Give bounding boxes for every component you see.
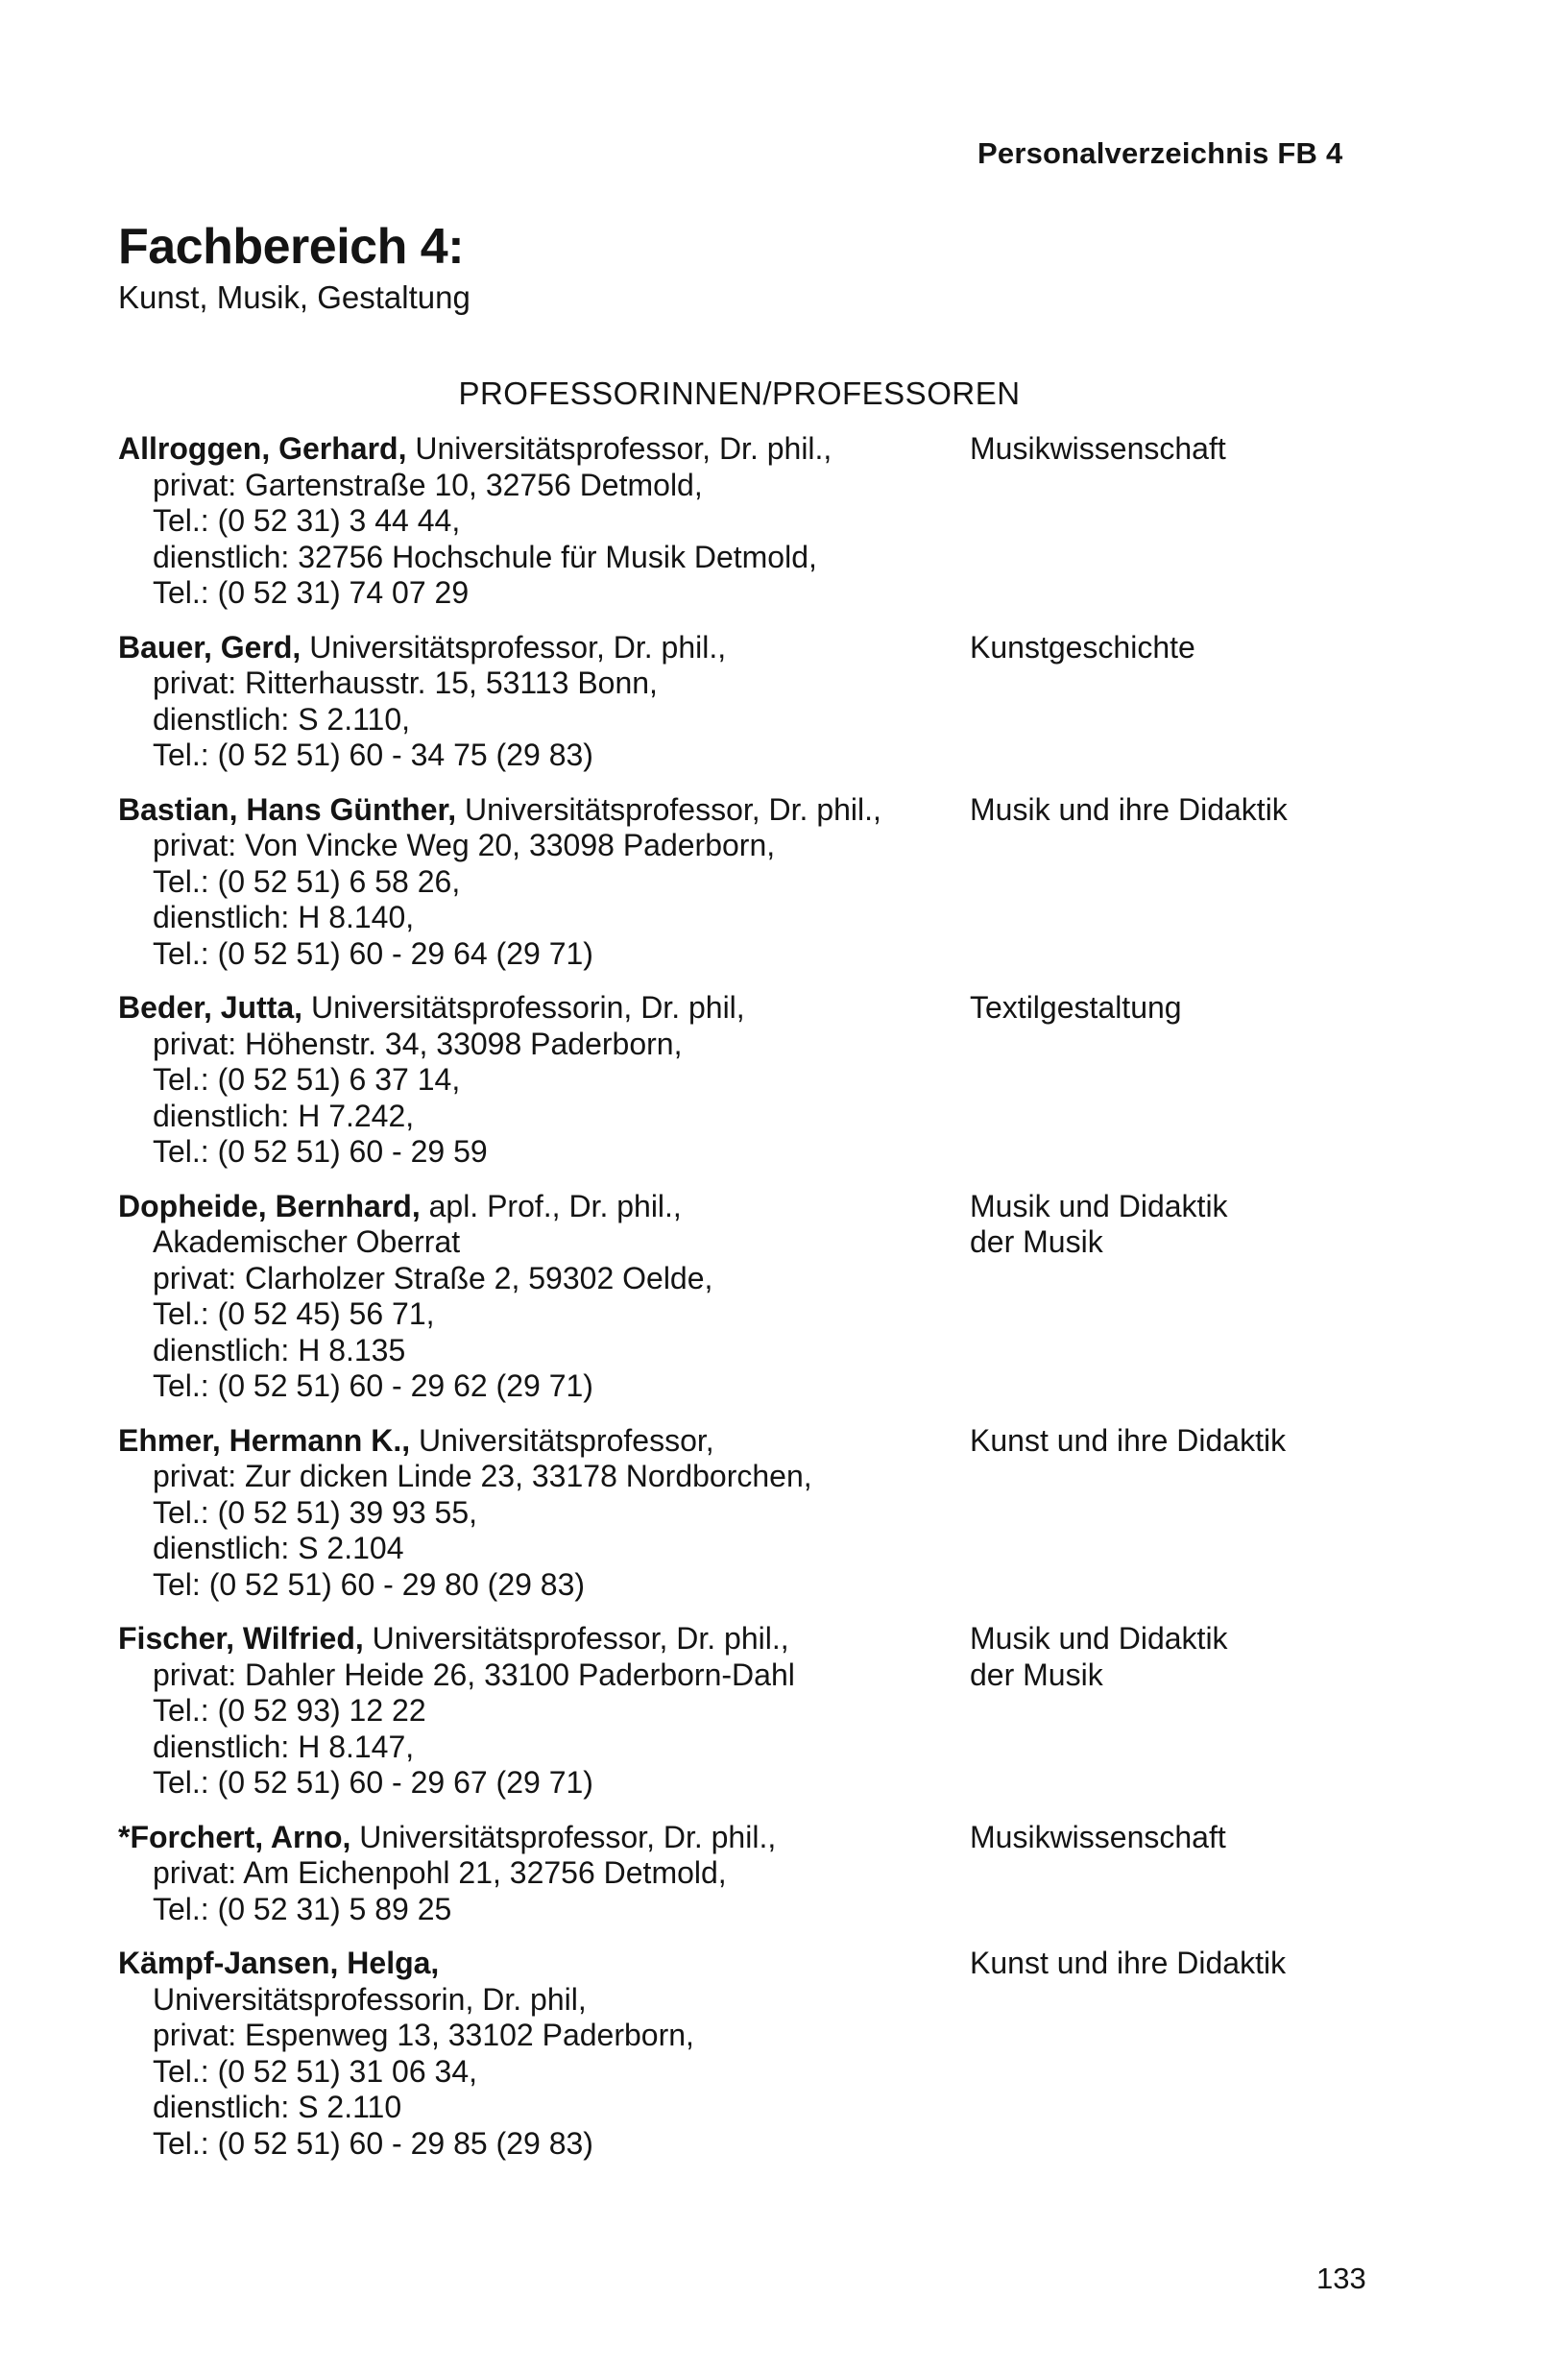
- staff-detail-line: privat: Höhenstr. 34, 33098 Paderborn,: [153, 1026, 683, 1061]
- staff-details: [118, 630, 963, 774]
- staff-title: Universitätsprofessor, Dr. phil.,: [363, 1621, 789, 1656]
- staff-detail-line: Tel: (0 52 51) 60 - 29 80 (29 83): [153, 1566, 586, 1602]
- staff-entry: [118, 990, 1482, 1171]
- subject-line: Kunst und ihre Didaktik: [970, 1422, 1287, 1458]
- staff-detail-line: privat: Gartenstraße 10, 32756 Detmold,: [153, 467, 703, 502]
- staff-name: Kämpf-Jansen, Helga,: [118, 1946, 440, 1980]
- staff-details: [118, 1820, 963, 1928]
- subject-line: Musik und Didaktik: [970, 1188, 1228, 1223]
- staff-detail-line: dienstlich: 32756 Hochschule für Musik Detmold,: [153, 539, 817, 574]
- staff-subject: [970, 1621, 1469, 1693]
- staff-details: [118, 431, 963, 612]
- title-block: [118, 217, 470, 317]
- section-heading: PROFESSORINNEN/PROFESSOREN: [458, 375, 1021, 411]
- staff-detail-line: Tel.: (0 52 51) 39 93 55,: [153, 1494, 477, 1530]
- subject-line: Kunst und ihre Didaktik: [970, 1946, 1287, 1980]
- staff-details: [118, 792, 963, 973]
- staff-name: Bauer, Gerd,: [118, 629, 302, 665]
- staff-title: Universitätsprofessor, Dr. phil.,: [350, 1819, 777, 1854]
- staff-name: Bastian, Hans Günther,: [118, 791, 457, 827]
- page-subtitle: Kunst, Musik, Gestaltung: [118, 279, 470, 315]
- staff-detail-line: privat: Zur dicken Linde 23, 33178 Nordborchen,: [153, 1459, 812, 1493]
- staff-subject: [970, 1189, 1469, 1261]
- staff-entry: [118, 1946, 1482, 2162]
- staff-title: Universitätsprofessorin, Dr. phil,: [302, 990, 745, 1025]
- staff-detail-line: Tel.: (0 52 51) 60 - 29 85 (29 83): [153, 2125, 593, 2161]
- staff-detail-line: Tel.: (0 52 51) 6 37 14,: [153, 1062, 461, 1097]
- staff-detail-line: Tel.: (0 52 51) 6 58 26,: [153, 863, 461, 899]
- staff-title: Universitätsprofessor, Dr. phil.,: [406, 431, 832, 466]
- staff-entry: [118, 792, 1482, 973]
- staff-entry: [118, 1621, 1482, 1802]
- staff-title: Universitätsprofessor, Dr. phil.,: [301, 629, 727, 665]
- staff-name: Allroggen, Gerhard,: [118, 431, 407, 466]
- staff-heading-line: [118, 1820, 963, 1856]
- subject-line: Musikwissenschaft: [970, 1819, 1226, 1854]
- subject-line: Musik und ihre Didaktik: [970, 791, 1288, 827]
- staff-heading-line: [118, 431, 963, 468]
- staff-details: [118, 1946, 963, 2162]
- staff-name: *Forchert, Arno,: [118, 1819, 351, 1854]
- staff-detail-line: Universitätsprofessorin, Dr. phil,: [153, 1981, 587, 2017]
- running-head: Personalverzeichnis FB 4: [977, 136, 1343, 170]
- staff-detail-line: Tel.: (0 52 31) 5 89 25: [153, 1891, 452, 1926]
- staff-name: Dopheide, Bernhard,: [118, 1188, 421, 1223]
- staff-detail-line: dienstlich: S 2.104: [153, 1531, 404, 1565]
- staff-detail-line: Tel.: (0 52 51) 60 - 29 62 (29 71): [153, 1368, 593, 1403]
- staff-heading-line: [118, 1946, 963, 1982]
- staff-detail-line: privat: Am Eichenpohl 21, 32756 Detmold,: [153, 1855, 727, 1890]
- page-title: Fachbereich 4:: [118, 219, 465, 275]
- staff-details: [118, 1621, 963, 1802]
- staff-detail-line: Tel.: (0 52 31) 74 07 29: [153, 575, 470, 610]
- staff-subject: [970, 792, 1469, 829]
- staff-detail-line: Tel.: (0 52 51) 31 06 34,: [153, 2053, 477, 2089]
- staff-details: [118, 990, 963, 1171]
- staff-subject: [970, 990, 1469, 1027]
- subject-line: Musikwissenschaft: [970, 431, 1226, 466]
- staff-list: [118, 431, 1482, 2180]
- staff-details: [118, 1423, 963, 1604]
- staff-detail-line: Tel.: (0 52 31) 3 44 44,: [153, 503, 461, 538]
- staff-detail-line: dienstlich: H 8.140,: [153, 900, 415, 934]
- staff-entry: [118, 1189, 1482, 1405]
- staff-detail-line: privat: Von Vincke Weg 20, 33098 Paderborn,: [153, 828, 776, 862]
- staff-detail-line: Tel.: (0 52 51) 60 - 34 75 (29 83): [153, 738, 593, 772]
- staff-title: Universitätsprofessor, Dr. phil.,: [456, 791, 881, 827]
- subject-line: Textilgestaltung: [970, 990, 1182, 1025]
- staff-detail-line: dienstlich: H 8.135: [153, 1332, 406, 1367]
- staff-name: Ehmer, Hermann K.,: [118, 1422, 411, 1458]
- staff-detail-line: dienstlich: H 7.242,: [153, 1098, 415, 1133]
- staff-entry: [118, 1820, 1482, 1928]
- staff-subject: [970, 431, 1469, 468]
- subject-line: Kunstgeschichte: [970, 629, 1195, 665]
- staff-detail-line: Tel.: (0 52 51) 60 - 29 67 (29 71): [153, 1765, 593, 1800]
- staff-subject: [970, 1946, 1469, 1982]
- staff-subject: [970, 1820, 1469, 1856]
- staff-detail-line: Akademischer Oberrat: [153, 1224, 461, 1259]
- staff-subject: [970, 1423, 1469, 1460]
- staff-detail-line: dienstlich: S 2.110: [153, 2090, 402, 2124]
- staff-entry: [118, 431, 1482, 612]
- staff-heading-line: [118, 1423, 963, 1460]
- staff-detail-line: privat: Clarholzer Straße 2, 59302 Oelde,: [153, 1260, 713, 1295]
- staff-heading-line: [118, 630, 963, 666]
- staff-detail-line: dienstlich: S 2.110,: [153, 701, 411, 737]
- staff-details: [118, 1189, 963, 1405]
- staff-entry: [118, 630, 1482, 774]
- staff-detail-line: Tel.: (0 52 51) 60 - 29 59: [153, 1134, 488, 1169]
- subject-line: Musik und Didaktik: [970, 1621, 1228, 1656]
- staff-detail-line: Tel.: (0 52 93) 12 22: [153, 1693, 426, 1728]
- staff-heading-line: [118, 1189, 963, 1225]
- staff-detail-line: Tel.: (0 52 51) 60 - 29 64 (29 71): [153, 935, 593, 971]
- subject-line: der Musik: [970, 1224, 1103, 1259]
- staff-entry: [118, 1423, 1482, 1604]
- staff-detail-line: privat: Ritterhausstr. 15, 53113 Bonn,: [153, 665, 658, 700]
- staff-detail-line: privat: Espenweg 13, 33102 Paderborn,: [153, 2018, 694, 2052]
- staff-detail-line: Tel.: (0 52 45) 56 71,: [153, 1296, 435, 1331]
- staff-detail-line: privat: Dahler Heide 26, 33100 Paderborn-Dahl: [153, 1657, 795, 1692]
- staff-heading-line: [118, 792, 963, 829]
- subject-line: der Musik: [970, 1657, 1103, 1692]
- staff-heading-line: [118, 1621, 963, 1657]
- staff-detail-line: dienstlich: H 8.147,: [153, 1729, 415, 1764]
- staff-title: apl. Prof., Dr. phil.,: [420, 1188, 682, 1223]
- page-number: 133: [1316, 2262, 1366, 2295]
- staff-heading-line: [118, 990, 963, 1027]
- staff-subject: [970, 630, 1469, 666]
- staff-name: Fischer, Wilfried,: [118, 1621, 364, 1656]
- staff-title: Universitätsprofessor,: [410, 1422, 714, 1458]
- staff-name: Beder, Jutta,: [118, 990, 303, 1025]
